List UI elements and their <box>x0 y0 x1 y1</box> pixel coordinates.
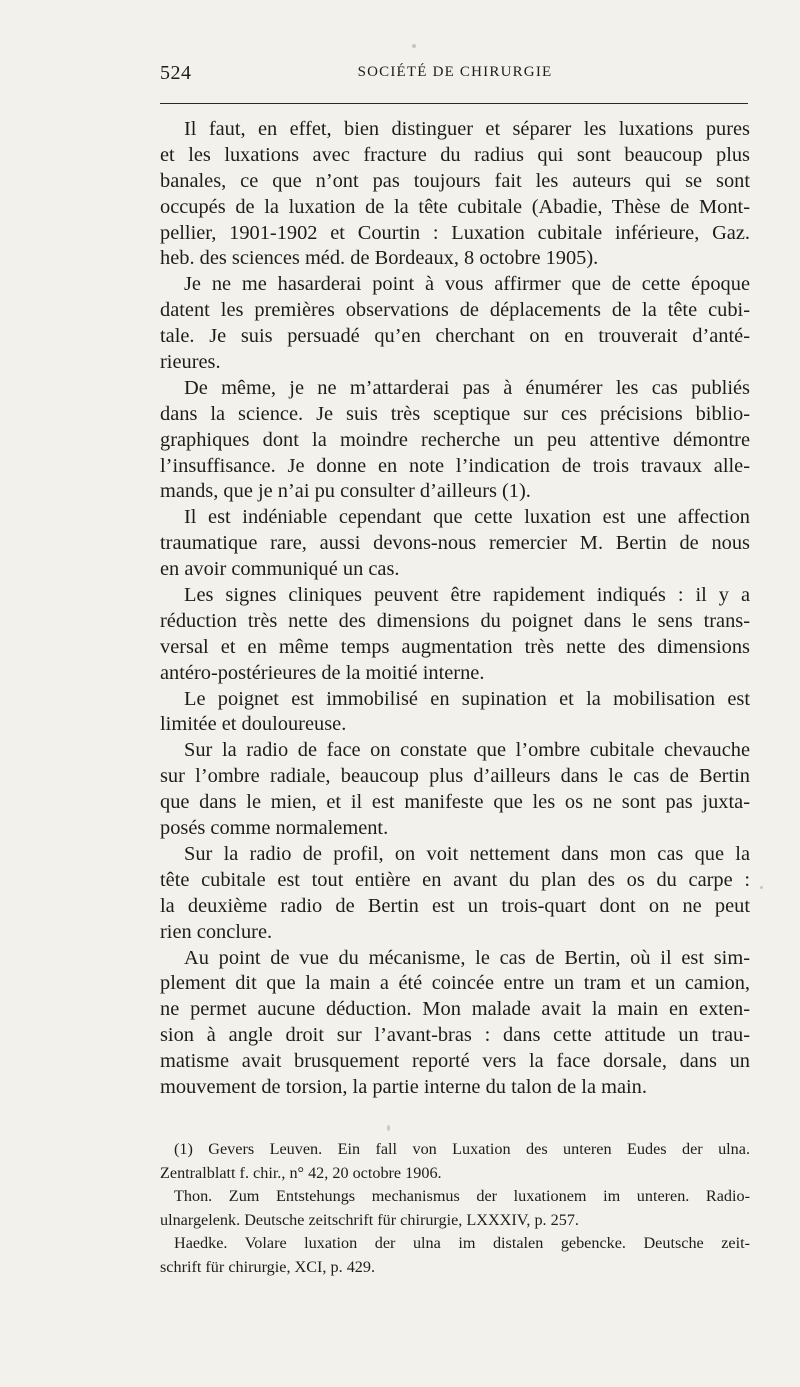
text-line: dans la science. Je suis très sceptique sur ces précisions biblio- <box>160 402 750 425</box>
text-line: ne permet aucune déduction. Mon malade avait la main en exten- <box>160 998 750 1021</box>
paper-speck <box>760 886 763 889</box>
text-line: posés comme normalement. <box>160 817 389 840</box>
text-line: matisme avait brusquement reporté vers la face dorsale, dans un <box>160 1050 750 1073</box>
text-line: la deuxième radio de Bertin est un trois-quart dont on ne peut <box>160 894 750 917</box>
text-line: graphiques dont la moindre recherche un peu attentive démontre <box>160 428 750 451</box>
text-line: réduction très nette des dimensions du poignet dans le sens trans- <box>160 609 750 632</box>
running-title: SOCIÉTÉ DE CHIRURGIE <box>357 64 553 80</box>
text-line: sur l’ombre radiale, beaucoup plus d’ailleurs dans le cas de Bertin <box>160 765 750 788</box>
text-line: Il faut, en effet, bien distinguer et séparer les luxations pures <box>184 118 750 140</box>
text-line: Au point de vue du mécanisme, le cas de Bertin, où il est sim- <box>184 946 750 969</box>
footnotes <box>160 1138 750 1279</box>
text-line: mouvement de torsion, la partie interne du talon de la main. <box>160 1075 647 1098</box>
footnote-line: ulnargelenk. Deutsche zeitschrift für chirurgie, LXXXIV, p. 257. <box>160 1210 579 1229</box>
body-text <box>160 117 750 1101</box>
text-line: sion à angle droit sur l’avant-bras : dans cette attitude un trau- <box>160 1024 750 1047</box>
text-line: limitée et douloureuse. <box>160 713 347 736</box>
text-line: l’insuffisance. Je donne en note l’indication de trois travaux alle- <box>160 454 750 477</box>
footnote-line: (1) Gevers Leuven. Ein fall von Luxation des unteren Eudes der ulna. <box>174 1140 750 1158</box>
text-line: antéro-postérieures de la moitié interne. <box>160 661 485 684</box>
text-line: occupés de la luxation de la tête cubitale (Abadie, Thèse de Mont- <box>160 195 750 218</box>
paper-speck <box>387 1125 390 1131</box>
text-line: tête cubitale est tout entière en avant du plan des os du carpe : <box>160 868 750 891</box>
text-line: Les signes cliniques peuvent être rapidement indiqués : il y a <box>184 584 750 607</box>
text-line: mands, que je n’ai pu consulter d’ailleurs (1). <box>160 480 531 503</box>
text-line: banales, ce que n’ont pas toujours fait les auteurs qui se sont <box>160 169 750 192</box>
footnote-line: Thon. Zum Entstehungs mechanismus der luxationem im unteren. Radio- <box>174 1187 750 1205</box>
text-line: plement dit que la main a été coincée entre un tram et un camion, <box>160 972 750 995</box>
text-line: en avoir communiqué un cas. <box>160 558 400 581</box>
text-line: heb. des sciences méd. de Bordeaux, 8 octobre 1905). <box>160 247 599 270</box>
text-line: traumatique rare, aussi devons-nous remercier M. Bertin de nous <box>160 532 750 555</box>
text-line: pellier, 1901-1902 et Courtin : Luxation cubitale inférieure, Gaz. <box>160 221 750 244</box>
text-line: Il est indéniable cependant que cette luxation est une affection <box>184 506 750 529</box>
text-line: tale. Je suis persuadé qu’en cherchant on en trouverait d’anté- <box>160 325 750 348</box>
text-line: versal et en même temps augmentation très nette des dimensions <box>160 635 750 658</box>
text-line: datent les premières observations de déplacements de la tête cubi- <box>160 299 750 322</box>
text-line: Le poignet est immobilisé en supination et la mobilisation est <box>184 687 750 710</box>
text-line: Sur la radio de profil, on voit nettement dans mon cas que la <box>184 842 750 865</box>
footnote-line: Zentralblatt f. chir., n° 42, 20 octobre 1906. <box>160 1163 442 1182</box>
footnote-line: Haedke. Volare luxation der ulna im distalen gebencke. Deutsche zeit- <box>174 1234 750 1252</box>
paper-speck <box>412 44 416 48</box>
text-line: Je ne me hasarderai point à vous affirmer que de cette époque <box>184 273 750 296</box>
footnote-line: schrift für chirurgie, XCI, p. 429. <box>160 1257 376 1276</box>
page-header <box>160 62 750 90</box>
text-line: rieures. <box>160 351 221 374</box>
header-rule <box>160 103 748 104</box>
text-line: rien conclure. <box>160 920 273 943</box>
text-line: Sur la radio de face on constate que l’ombre cubitale chevauche <box>184 739 750 762</box>
text-line: De même, je ne m’attarderai pas à énumérer les cas publiés <box>184 376 750 399</box>
text-line: et les luxations avec fracture du radius qui sont beaucoup plus <box>160 143 750 166</box>
page-number: 524 <box>160 62 192 84</box>
text-line: que dans le mien, et il est manifeste que les os ne sont pas juxta- <box>160 791 750 814</box>
